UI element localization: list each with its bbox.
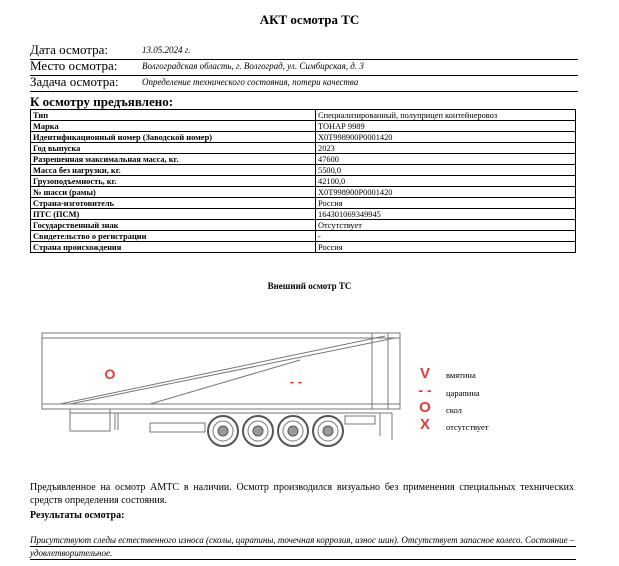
property-value: Россия [316, 198, 576, 209]
presented-section-title: К осмотру предъявлено: [30, 94, 174, 109]
legend-label-missing: отсутствует [446, 422, 489, 432]
external-inspection-title: Внешний осмотр ТС [267, 281, 352, 291]
property-row [31, 242, 576, 253]
property-key: Грузоподъемность, кг. [31, 176, 316, 187]
results-text: Присутствуют следы естественного износа (сколы, царапины, точечная коррозия, износ шин). Отсутствует запасное колесо. Состояние – удовлетворительное. [30, 535, 575, 558]
property-row [31, 220, 576, 231]
trailer-diagram [0, 300, 619, 460]
results-title: Результаты осмотра: [30, 510, 125, 521]
property-key: Разрешенная максимальная масса, кг. [31, 154, 316, 165]
property-row [31, 165, 576, 176]
property-row [31, 110, 576, 121]
property-value: ТОНАР 9989 [316, 121, 576, 132]
trailer-wheel [278, 416, 308, 446]
property-value: 2023 [316, 143, 576, 154]
legend-label-chip: скол [446, 405, 462, 415]
inspection-task-value: Определение технического состояния, потери качества [142, 77, 359, 87]
inspection-task-row [30, 76, 578, 92]
inspection-place-label: Место осмотра: [30, 58, 118, 73]
inspection-note: Предъявленное на осмотр АМТС в наличии. Осмотр производился визуально без применения специальных технических средств определения состояния. [30, 482, 574, 506]
trailer-wheel [208, 416, 238, 446]
property-key: Идентификационный номер (Заводской номер) [31, 132, 316, 143]
property-value: 5500,0 [316, 165, 576, 176]
property-value: X0T998900P0001420 [316, 132, 576, 143]
property-row [31, 209, 576, 220]
legend-mark-missing: X [419, 416, 430, 433]
inspection-date-value: 13.05.2024 г. [142, 45, 191, 55]
property-row [31, 231, 576, 242]
document-title: АКТ осмотра ТС [259, 12, 360, 27]
results-underline-1 [30, 546, 576, 547]
property-key: ПТС (ПСМ) [31, 209, 316, 220]
legend-label-dent: вмятина [446, 370, 476, 380]
property-key: Свидетельство о регистрации [31, 231, 316, 242]
inspection-place-value: Волгоградская область, г. Волгоград, ул. Симбирская, д. 3 [142, 61, 364, 71]
property-value: 42100,0 [316, 176, 576, 187]
damage-mark-scratch: - - [289, 374, 303, 389]
property-row [31, 132, 576, 143]
property-value: Россия [316, 242, 576, 253]
property-value: Специализированный, полуприцеп контейнеровоз [316, 110, 576, 121]
property-value: Отсутствует [316, 220, 576, 231]
property-value: X0T998900P0001420 [316, 187, 576, 198]
property-row [31, 187, 576, 198]
inspection-task-label: Задача осмотра: [30, 74, 119, 89]
property-key: Масса без нагрузки, кг. [31, 165, 316, 176]
property-row [31, 176, 576, 187]
results-underline-2 [30, 559, 576, 560]
property-row [31, 121, 576, 132]
property-value: - [316, 231, 576, 242]
property-key: Тип [31, 110, 316, 121]
legend-mark-chip: O [419, 399, 431, 416]
property-key: Страна происхождения [31, 242, 316, 253]
trailer-wheel [243, 416, 273, 446]
legend-label-scratch: царапина [446, 388, 480, 398]
damage-mark-chip: O [104, 366, 116, 382]
property-key: Марка [31, 121, 316, 132]
vehicle-properties-table [30, 109, 576, 253]
property-row [31, 154, 576, 165]
property-key: № шасси (рамы) [31, 187, 316, 198]
property-row [31, 198, 576, 209]
property-key: Страна-изготовитель [31, 198, 316, 209]
property-row [31, 143, 576, 154]
property-value: 47600 [316, 154, 576, 165]
inspection-date-label: Дата осмотра: [30, 42, 109, 57]
trailer-wheel [313, 416, 343, 446]
legend-mark-scratch: - - [418, 382, 432, 398]
legend-mark-dent: V [419, 365, 430, 382]
property-key: Год выпуска [31, 143, 316, 154]
property-value: 164301069349945 [316, 209, 576, 220]
property-key: Государственный знак [31, 220, 316, 231]
